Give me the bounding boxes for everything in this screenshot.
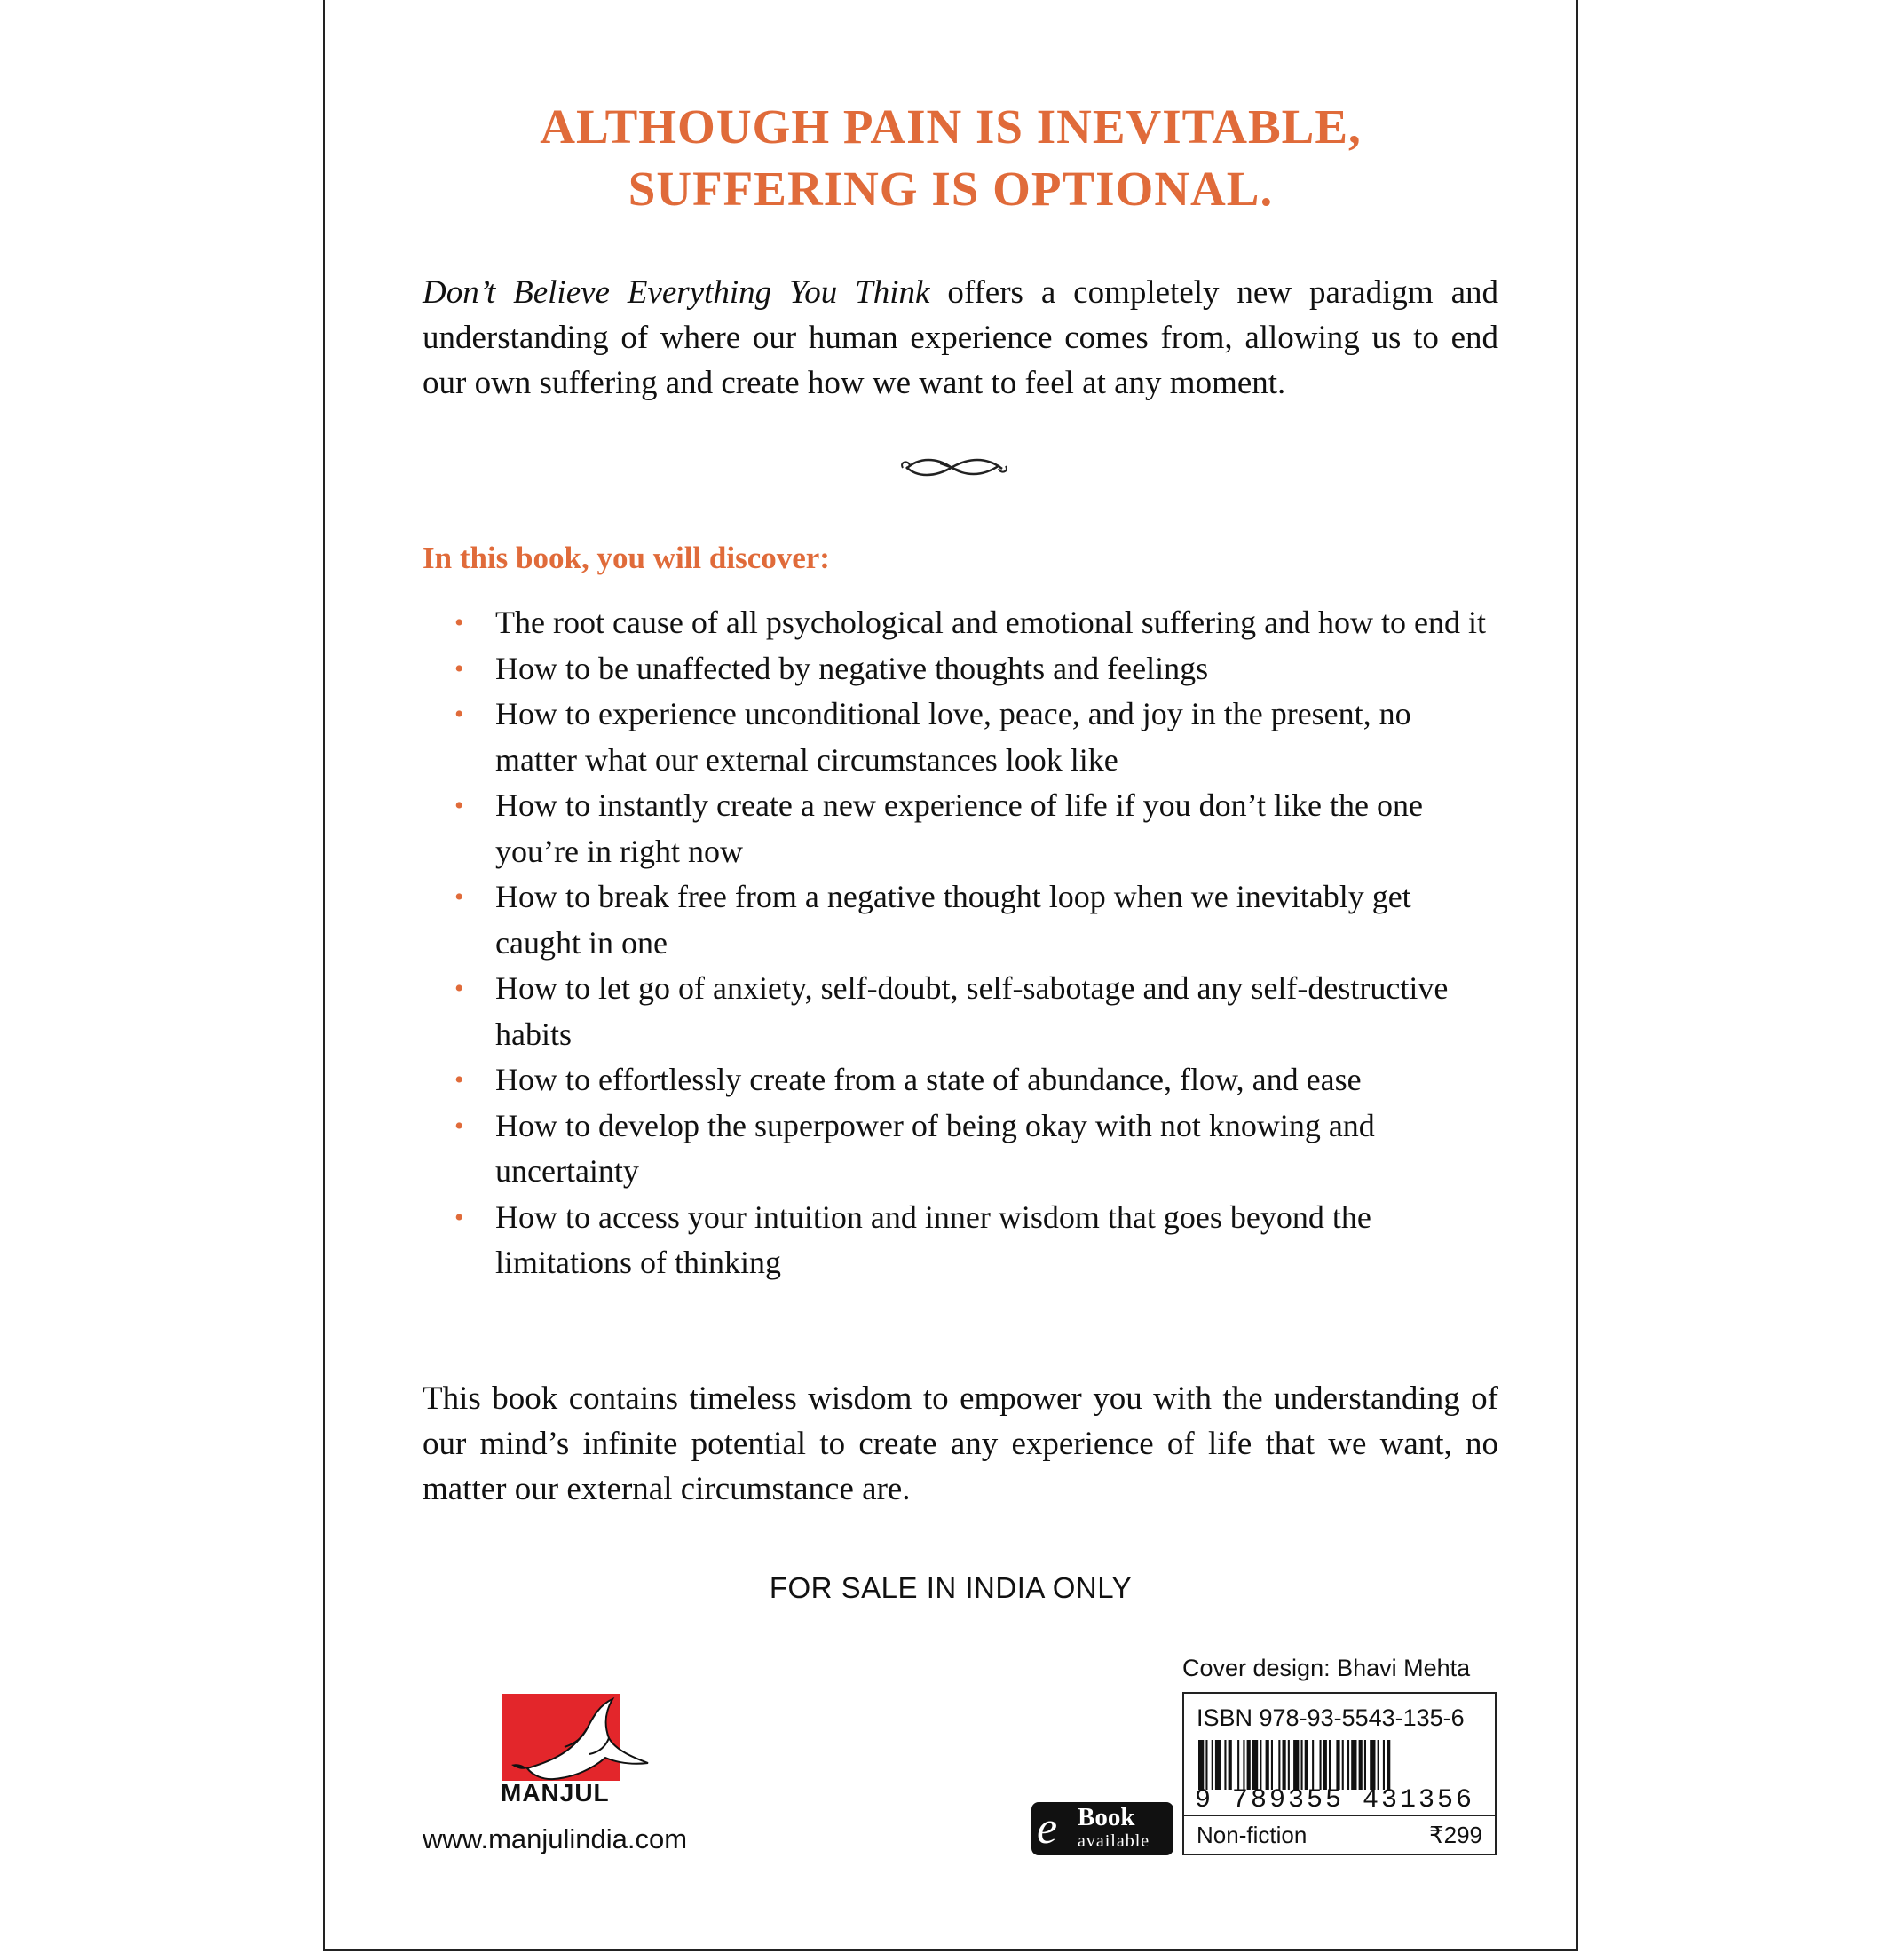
headline-line-1: ALTHOUGH PAIN IS INEVITABLE, [540, 99, 1362, 154]
discover-list-item [423, 966, 1498, 1057]
intro-text: offers a completely new paradigm and understanding of where our human experience comes from, allowing us to end our own suffering and create how we want to feel at any moment. [423, 274, 1499, 401]
headline [325, 96, 1576, 220]
bullet-icon: • [454, 882, 464, 912]
discover-list-item-text: How to break free from a negative thought loop when we inevitably get caught in one [495, 879, 1411, 961]
book-price: ₹299 [1429, 1822, 1482, 1848]
discover-list-item-text: How to be unaffected by negative thoughts and feelings [495, 650, 1209, 686]
publisher-name: MANJUL [501, 1779, 610, 1807]
ebook-available-label: available [1078, 1831, 1150, 1851]
discover-heading: In this book, you will discover: [423, 541, 830, 575]
flourish-ornament-icon [897, 449, 1013, 485]
book-title: Don’t Believe Everything You Think [423, 274, 930, 311]
discover-list-item-text: How to develop the superpower of being okay with not knowing and uncertainty [495, 1107, 1375, 1189]
discover-list-item [423, 646, 1498, 692]
discover-list-item [423, 783, 1498, 874]
discover-list-item [423, 874, 1498, 966]
bullet-icon: • [454, 608, 464, 637]
bullet-icon: • [454, 653, 464, 684]
book-category: Non-fiction [1197, 1822, 1308, 1848]
discover-list-item [423, 1103, 1498, 1195]
discover-list-item-text: How to let go of anxiety, self-doubt, self-sabotage and any self-destructive habits [495, 970, 1449, 1052]
discover-list-item-text: The root cause of all psychological and emotional suffering and how to end it [495, 605, 1487, 640]
barcode-icon [1197, 1740, 1481, 1790]
publisher-website: www.manjulindia.com [423, 1823, 688, 1854]
isbn-footer [1184, 1815, 1495, 1854]
bullet-icon: • [454, 1065, 464, 1095]
isbn-box [1182, 1692, 1497, 1855]
bullet-icon: • [454, 700, 464, 729]
ebook-book-label: Book [1078, 1803, 1135, 1831]
discover-list-item-text: How to experience unconditional love, peace, and joy in the present, no matter what our external circumstances look like [495, 696, 1411, 778]
barcode-digits: 9 789355 431356 [1195, 1785, 1475, 1815]
sale-notice: FOR SALE IN INDIA ONLY [769, 1571, 1133, 1604]
cover-design-credit: Cover design: Bhavi Mehta [1182, 1655, 1471, 1681]
ebook-e-letter: e [1037, 1803, 1058, 1854]
discover-list-item [423, 1057, 1498, 1103]
bullet-icon: • [454, 791, 464, 820]
discover-list-item [423, 600, 1498, 646]
discover-list-item [423, 1195, 1498, 1286]
headline-line-2: SUFFERING IS OPTIONAL. [628, 162, 1274, 216]
discover-list-item-text: How to access your intuition and inner wisdom that goes beyond the limitations of thinking [495, 1198, 1371, 1280]
discover-list-item [423, 692, 1498, 783]
ebook-available-badge [1031, 1802, 1173, 1855]
bullet-icon: • [454, 1202, 464, 1232]
bullet-icon: • [454, 974, 464, 1003]
isbn-label: ISBN 978-93-5543-135-6 [1197, 1704, 1465, 1731]
discover-list-item-text: How to instantly create a new experience of life if you don’t like the one you’re in right now [495, 787, 1423, 869]
back-cover [323, 0, 1578, 1951]
closing-paragraph: This book contains timeless wisdom to empower you with the understanding of our mind’s infinite potential to create any experience of life that we want, no matter our external circumstance are. [423, 1380, 1498, 1507]
bullet-icon: • [454, 1111, 464, 1141]
intro-paragraph [423, 270, 1498, 406]
discover-list [423, 600, 1498, 1286]
discover-list-item-text: How to effortlessly create from a state of abundance, flow, and ease [495, 1062, 1362, 1097]
